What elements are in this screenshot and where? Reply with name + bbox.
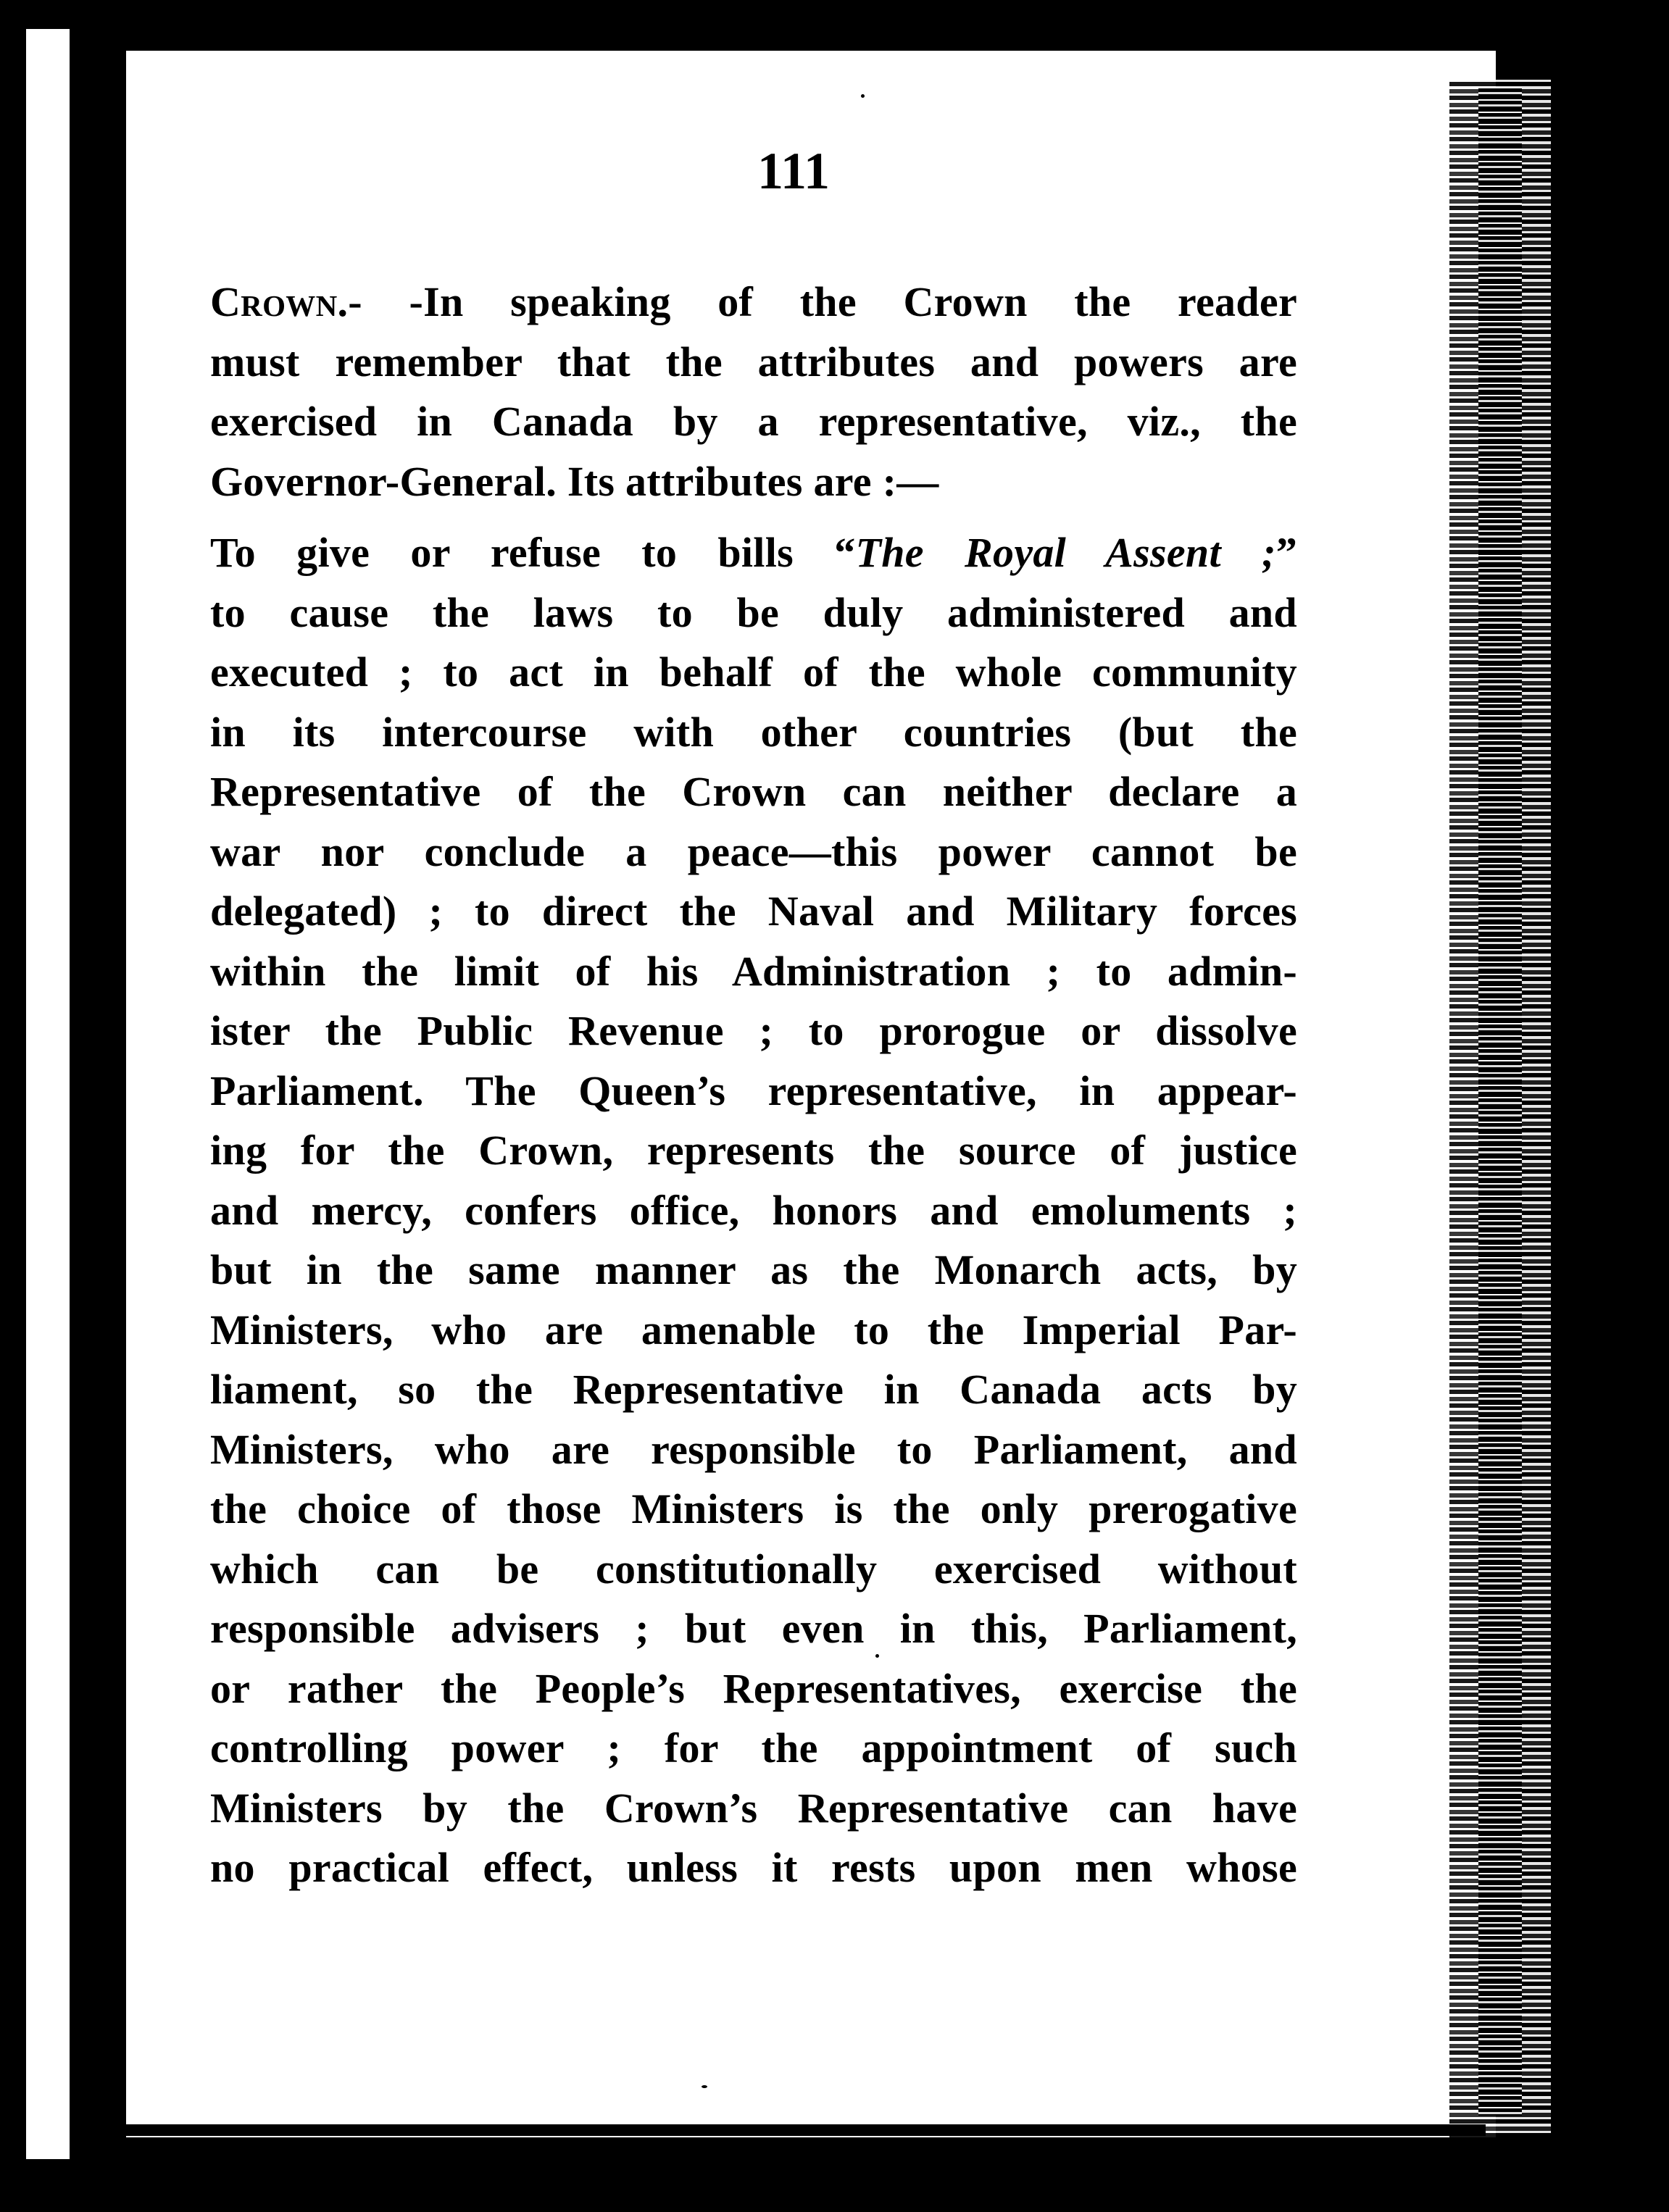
text-line-start: To give or refuse to bills “ [210, 529, 856, 576]
text-line: must remember that the attributes and powers are [210, 338, 1297, 385]
text-line: which can be constitutionally exercised without [210, 1545, 1297, 1593]
text-line: within the limit of his Administration ; to admin- [210, 947, 1297, 995]
text-line: exercised in Canada by a representative, viz., the [210, 398, 1297, 445]
text-line [210, 272, 1297, 333]
scan-speck [861, 94, 865, 98]
text-line: or rather the People’s Representatives, exercise the [210, 1664, 1297, 1712]
text-line: to cause the laws to be duly administered and [210, 588, 1297, 636]
text-line: Ministers, who are amenable to the Imperial Par- [210, 1306, 1297, 1353]
body-text [210, 272, 1297, 1898]
scan-speck [875, 1654, 879, 1658]
scan-speck [702, 2085, 707, 2088]
text-line-content: - -In speaking of the Crown the reader [348, 278, 1297, 325]
text-line-end: ” [1275, 529, 1297, 576]
text-line: Ministers, who are responsible to Parliament, and [210, 1425, 1297, 1473]
text-line: delegated) ; to direct the Naval and Military forces [210, 888, 1297, 935]
text-line: Parliament. The Queen’s representative, in appear- [210, 1067, 1297, 1114]
text-line: liament, so the Representative in Canada acts by [210, 1366, 1297, 1413]
text-line: no practical effect, unless it rests upon men whose [210, 1844, 1297, 1891]
text-line: war nor conclude a peace—this power cannot be [210, 827, 1297, 875]
italic-phrase: The Royal Assent ; [855, 529, 1276, 576]
text-line: but in the same manner as the Monarch acts, by [210, 1246, 1297, 1293]
text-line: Governor-General. Its attributes are :— [210, 457, 939, 505]
text-line: ister the Public Revenue ; to prorogue or dissolve [210, 1007, 1297, 1054]
page-number: 111 [757, 142, 831, 200]
page-stack-edge-inner [1478, 87, 1522, 2116]
text-line: Representative of the Crown can neither declare a [210, 768, 1297, 815]
page-bottom-border [109, 2124, 1486, 2136]
previous-page-edge [26, 29, 70, 2159]
text-line: responsible advisers ; but even in this, Parliament, [210, 1605, 1297, 1652]
text-line [210, 523, 1297, 583]
text-line: the choice of those Ministers is the only prerogative [210, 1485, 1297, 1532]
text-line: executed ; to act in behalf of the whole community [210, 648, 1297, 696]
text-line: controlling power ; for the appointment of such [210, 1724, 1297, 1771]
text-line: ing for the Crown, represents the source of justice [210, 1127, 1297, 1174]
text-line: in its intercourse with other countries (but the [210, 708, 1297, 756]
paragraph-gap [210, 512, 1297, 523]
section-heading: Crown. [210, 278, 349, 325]
text-line: and mercy, confers office, honors and emoluments ; [210, 1186, 1297, 1234]
text-line: Ministers by the Crown’s Representative can have [210, 1784, 1297, 1832]
